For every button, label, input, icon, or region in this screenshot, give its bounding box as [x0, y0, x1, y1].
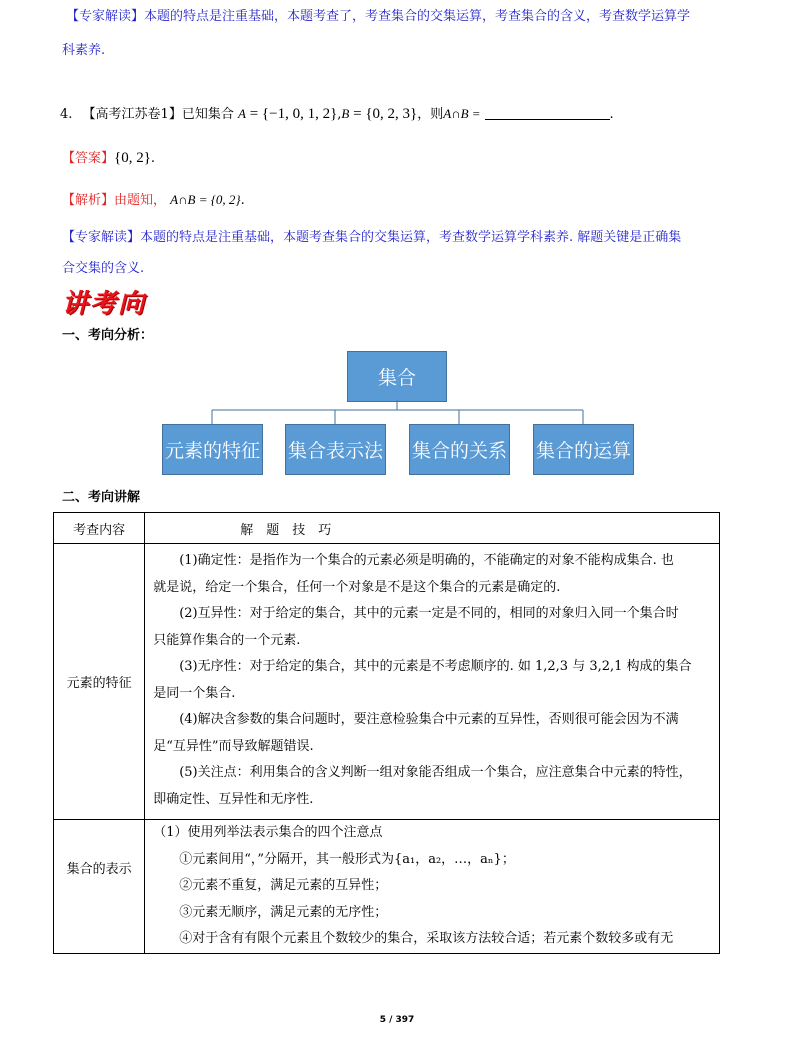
- tip-line: 就是说，给定一个集合，任何一个对象是不是这个集合的元素是确定的.: [153, 579, 561, 595]
- tip-line: (4)解决含参数的集合问题时，要注意检验集合中元素的互异性，否则很可能会因为不满: [179, 712, 679, 727]
- tip-line: 是同一个集合.: [153, 685, 236, 701]
- tip-line: (3)无序性：对于给定的集合，其中的元素是不考虑顺序的. 如 1,2,3 与 3,2,1 构成的集合: [179, 659, 692, 674]
- answer-line: 【答案】{0, 2}.: [62, 150, 156, 166]
- tip-line: ①元素间用“，”分隔开，其一般形式为{a₁，a₂，…，aₙ}；: [179, 851, 515, 867]
- row-body-set-representation: [145, 820, 720, 954]
- tip-line: ③元素无顺序，满足元素的无序性；: [179, 904, 388, 920]
- tip-line: ④对于含有有限个元素且个数较少的集合，采取该方法较合适；若元素个数较多或有无: [179, 931, 674, 946]
- diagram-root-node: 集合: [347, 351, 447, 402]
- expert-note-1-line2: 科素养.: [62, 43, 106, 58]
- answer-label: 【答案】: [62, 151, 115, 166]
- expert-note-2-line2: 合交集的含义.: [62, 261, 145, 276]
- row-body-element-features: [145, 544, 720, 820]
- table-row-set-representation: [54, 820, 720, 954]
- row-title-element-features: 元素的特征: [54, 544, 145, 820]
- diagram-connectors: [0, 0, 794, 430]
- tip-line: （1）使用列举法表示集合的四个注意点: [153, 825, 383, 840]
- expert-note-label: 【专家解读】: [66, 9, 145, 24]
- diagram-node-set-operations: 集合的运算: [533, 424, 634, 475]
- table-row-element-features: [54, 544, 720, 820]
- expert-note-1-line1: 【专家解读】本题的特点是注重基础，本题考查了，考查集合的交集运算，考查集合的含义，考查数学运算学: [66, 9, 691, 24]
- tip-line: 足“互异性”而导致解题错误.: [153, 738, 314, 754]
- table-header-tips: 解 题 技 巧: [145, 513, 720, 544]
- diagram-node-set-relations: 集合的关系: [409, 424, 510, 475]
- tip-line: (5)关注点：利用集合的含义判断一组对象能否组成一个集合，应注意集合中元素的特性，: [179, 765, 692, 780]
- tip-line: ②元素不重复，满足元素的互异性；: [179, 878, 388, 893]
- row-title-set-representation: 集合的表示: [54, 820, 145, 954]
- tip-line: (1)确定性：是指作为一个集合的元素必须是明确的，不能确定的对象不能构成集合. 也: [179, 553, 674, 568]
- section-heading-big: 讲考向: [62, 289, 147, 319]
- tip-line: 即确定性、互异性和无序性.: [153, 791, 314, 807]
- tip-line: 只能算作集合的一个元素.: [153, 632, 301, 648]
- expert-note-2-line1: 【专家解读】本题的特点是注重基础，本题考查集合的交集运算，考查数学运算学科素养. 解题关键是正确集: [62, 230, 682, 245]
- analysis-label: 【解析】: [62, 193, 115, 208]
- diagram-node-set-notation: 集合表示法: [285, 424, 386, 475]
- analysis-line: 【解析】由题知， A∩B = {0, 2}.: [62, 192, 245, 208]
- page-number: 5 / 397: [379, 1015, 415, 1025]
- section-2-title: 二、考向讲解: [62, 490, 141, 505]
- diagram-node-element-features: 元素的特征: [162, 424, 263, 475]
- section-1-title: 一、考向分析：: [62, 328, 154, 343]
- table-header-content: 考查内容: [54, 513, 145, 544]
- tip-line: (2)互异性：对于给定的集合，其中的元素一定是不同的，相同的对象归入同一个集合时: [179, 606, 679, 621]
- table-header-row: [54, 513, 720, 544]
- question-4: 4. 【高考江苏卷1】已知集合 A = {−1, 0, 1, 2},B = {0, 2, 3}，则A∩B = .: [60, 106, 614, 122]
- tips-table: [53, 512, 720, 954]
